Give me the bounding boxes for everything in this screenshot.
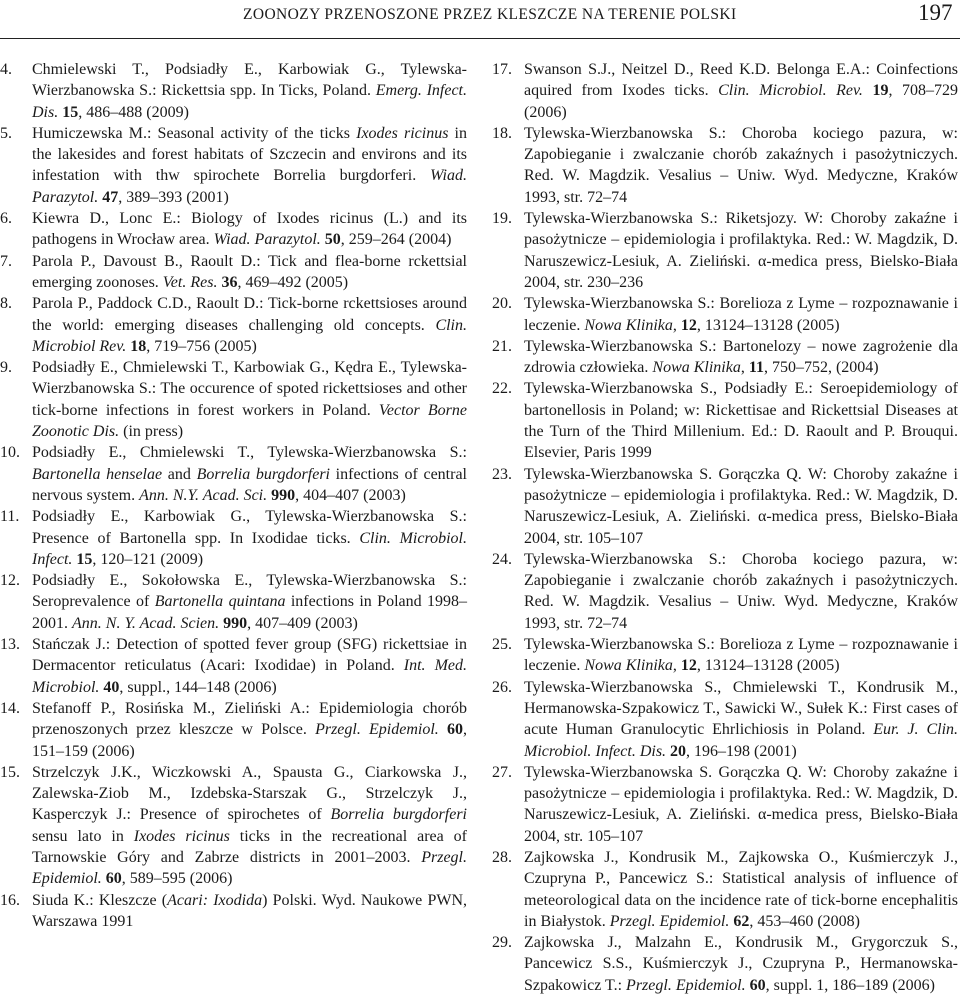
reference-number: 19. (492, 210, 512, 228)
reference-item (0, 357, 467, 442)
reference-text: Stefanoff P., Rosińska M., Zieliński A.: Epidemiologia chorób przenoszonych przez kleszcze w Polsce. Przegl. Epidemiol. 60, 151–159 (2006) (32, 699, 467, 760)
reference-number: 26. (492, 678, 512, 696)
reference-item (492, 59, 958, 123)
reference-text: Kiewra D., Lonc E.: Biology of Ixodes ricinus (L.) and its pathogens in Wrocław area. Wiad. Parazytol. 50, 259–264 (2004) (32, 210, 467, 249)
reference-number: 8. (0, 295, 12, 313)
reference-number: 29. (492, 934, 512, 952)
reference-number: 22. (492, 380, 512, 398)
reference-text: Humiczewska M.: Seasonal activity of the ticks Ixodes ricinus in the lakesides and forest habitats of Szczecin and environs and its infestation with thw spirochete Borrelia burgdorferi. Wiad. Parazytol. 47, 389–393 (2001) (32, 124, 468, 206)
reference-number: 16. (0, 891, 20, 909)
reference-text: Zajkowska J., Kondrusik M., Zajkowska O., Kuśmierczyk J., Czupryna P., Pancewicz S.: Statistical analysis of influence of meteorological data on the incidence rate of tick-borne encephalitis in Białystok. Przegl. Epidemiol. 62, 453–460 (2008) (524, 848, 958, 930)
reference-text: Podsiadły E., Karbowiak G., Tylewska-Wierzbanowska S.: Presence of Bartonella spp. In Ixodidae ticks. Clin. Microbiol. Infect. 15, 120–121 (2009) (32, 508, 468, 568)
reference-text: Tylewska-Wierzbanowska S. Gorączka Q. W: Choroby zakaźne i pasożytnicze – epidemiologia i profilaktyka. Red.: W. Magdzik, D. Naruszewicz-Lesiuk, A. Zieliński. α-medica press, Bielsko-Biała 2004, str. 105–107 (524, 763, 958, 845)
page-number: 197 (918, 0, 953, 25)
reference-item (0, 890, 467, 933)
reference-item (492, 677, 958, 762)
reference-text: Podsiadły E., Sokołowska E., Tylewska-Wierzbanowska S.: Seroprevalence of Bartonella quintana infections in Poland 1998–2001. Ann. N. Y. Acad. Scien. 990, 407–409 (2003) (32, 572, 468, 632)
reference-number: 27. (492, 763, 512, 781)
reference-text: Parola P., Paddock C.D., Raoult D.: Tick-borne rckettsioses around the world: emerging diseases challenging old concepts. Clin. Microbiol Rev. 18, 719–756 (2005) (32, 295, 467, 355)
reference-item (492, 549, 958, 634)
reference-item (0, 208, 467, 251)
reference-number: 12. (0, 572, 20, 590)
reference-text: Tylewska-Wierzbanowska S.: Boreliozа z Lyme – rozpoznawanie i leczenie. Nowa Klinika, 12, 13124–13128 (2005) (524, 295, 958, 334)
reference-text: Tylewska-Wierzbanowska S., Chmielewski T., Kondrusik M., Hermanowska-Szpakowicz T., Sawicki W., Sułek K.: First cases of acute Human Granulocytic Ehrlichiosis in Poland. Eur. J. Clin. Microbiol. Infect. Dis. 20, 196–198 (2001) (524, 678, 959, 760)
reference-text: Tylewska-Wierzbanowska S.: Riketsjozy. W: Choroby zakaźne i pasożytnicze – epidemiologia i profilaktyka. Red.: W. Magdzik, D. Naruszewicz-Lesiuk, A. Zieliński. α-medica press, Bielsko-Biała 2004, str. 230–236 (524, 210, 958, 291)
reference-item (0, 506, 467, 570)
reference-number: 14. (0, 699, 20, 717)
reference-item (0, 123, 467, 208)
reference-number: 7. (0, 252, 12, 270)
reference-number: 20. (492, 295, 512, 313)
reference-item (492, 208, 958, 293)
reference-number: 11. (0, 508, 20, 526)
reference-text: Parola P., Davoust B., Raoult D.: Tick and flea-borne rckettsial emerging zoonoses. Vet. Res. 36, 469–492 (2005) (32, 252, 467, 291)
reference-number: 28. (492, 848, 512, 866)
reference-number: 9. (0, 359, 12, 377)
reference-number: 17. (492, 61, 512, 78)
reference-text: Stańczak J.: Detection of spotted fever group (SFG) rickettsiae in Dermacentor reticulatus (Acari: Ixodidae) in Poland. Int. Med. Microbiol. 40, suppl., 144–148 (2006) (32, 636, 468, 696)
reference-text: Tylewska-Wierzbanowska S.: Borelioza z Lyme – rozpoznawanie i leczenie. Nowa Klinika, 12, 13124–13128 (2005) (524, 636, 958, 675)
reference-text: Swanson S.J., Neitzel D., Reed K.D. Belonga E.A.: Coinfections aquired from Ixodes ticks. Clin. Microbiol. Rev. 19, 708–729 (2006) (524, 61, 959, 121)
reference-number: 23. (492, 465, 512, 483)
reference-text: Siuda K.: Kleszcze (Acari: Ixodida) Polski. Wyd. Naukowe PWN, Warszawa 1991 (32, 891, 468, 930)
reference-number: 21. (492, 337, 512, 355)
reference-text: Tylewska-Wierzbanowska S.: Choroba kociego pazura, w: Zapobieganie i zwalczanie chorób zakaźnych i pasożytniczych. Red. W. Magdzik. Vesalius – Uniw. Wyd. Medyczne, Kraków 1993, str. 72–74 (524, 124, 958, 206)
reference-item (492, 464, 958, 549)
reference-item (492, 634, 958, 677)
reference-number: 5. (0, 124, 12, 142)
reference-item (0, 293, 467, 357)
reference-text: Tylewska-Wierzbanowska S., Podsiadły E.: Seroepidemiology of bartonellosis in Poland; w: Rickettisae and Rickettsial Diseases at the Turn of the Third Millenium. Ed.: D. Raoult and P. Brouqui. Elsevier, Paris 1999 (524, 380, 958, 462)
reference-number: 24. (492, 550, 512, 568)
reference-item (0, 59, 467, 123)
reference-item (0, 251, 467, 294)
running-header (0, 0, 960, 39)
reference-item (0, 698, 467, 762)
reference-number: 13. (0, 636, 20, 654)
reference-text: Tylewska-Wierzbanowska S.: Bartonelozy – nowe zagrożenie dla zdrowia człowieka. Nowa Klinika, 11, 750–752, (2004) (524, 337, 958, 377)
reference-item (492, 336, 958, 379)
reference-number: 15. (0, 763, 20, 781)
reference-text: Tylewska-Wierzbanowska S.: Choroba kociego pazura, w: Zapobieganie i zwalczanie chorób zakaźnych i pasożytniczych. Red. W. Magdzik. Vesalius – Uniw. Wyd. Medyczne, Kraków 1993, str. 72–74 (524, 550, 958, 632)
reference-text: Zajkowska J., Malzahn E., Kondrusik M., Grygorczuk S., Pancewicz S.S., Kuśmierczyk J., Czupryna P., Hermanowska-Szpakowicz T.: Przegl. Epidemiol. 60, suppl. 1, 186–189 (2006) (524, 934, 958, 994)
reference-item (0, 442, 467, 506)
references-column-right (492, 59, 958, 996)
reference-item (492, 762, 958, 847)
reference-text: Strzelczyk J.K., Wiczkowski A., Spausta G., Ciarkowska J., Zalewska-Ziob M., Izdebska-Starszak G., Strzelczyk J., Kasperczyk J.: Presence of spirochetes of Borrelia burgdorferi sensu lato in Ixodes ricinus ticks in the recreational area of Tarnowskie Góry and Zabrze districts in 2001–2003. Przegl. Epidemiol. 60, 589–595 (2006) (32, 763, 468, 888)
reference-number: 4. (0, 61, 12, 78)
reference-item (0, 762, 467, 890)
reference-item (0, 634, 467, 698)
reference-text: Podsiadły E., Chmielewski T., Karbowiak G., Kędra E., Tylewska-Wierzbanowska S.: The occurence of spoted rickettsioses and other tick-borne infections in forest workers in Poland. Vector Borne Zoonotic Dis. (in press) (32, 359, 467, 441)
reference-text: Tylewska-Wierzbanowska S. Gorączka Q. W: Choroby zakaźne i pasożytnicze – epidemiologia i profilaktyka. Red.: W. Magdzik, D. Naruszewicz-Lesiuk, A. Zieliński. α-medica press, Bielsko-Biała 2004, str. 105–107 (524, 465, 958, 547)
reference-number: 25. (492, 636, 512, 654)
references-column-left (0, 59, 467, 932)
reference-number: 6. (0, 210, 12, 228)
reference-text: Podsiadły E., Chmielewski T., Tylewska-Wierzbanowska S.: Bartonella henselae and Borrelia burgdorferi infections of central nervous system. Ann. N.Y. Acad. Sci. 990, 404–407 (2003) (32, 444, 467, 504)
reference-item (492, 123, 958, 208)
reference-item (492, 378, 958, 463)
reference-item (0, 570, 467, 634)
reference-text: Chmielewski T., Podsiadły E., Karbowiak G., Tylewska-Wierzbanowska S.: Rickettsia spp. In Ticks, Poland. Emerg. Infect. Dis. 15, 486–488 (2009) (32, 61, 467, 121)
reference-item (492, 932, 958, 996)
reference-number: 18. (492, 124, 512, 142)
reference-number: 10. (0, 444, 20, 462)
running-head-title: ZOONOZY PRZENOSZONE PRZEZ KLESZCZE NA TERENIE POLSKI (243, 6, 737, 23)
reference-item (492, 847, 958, 932)
reference-item (492, 293, 958, 336)
